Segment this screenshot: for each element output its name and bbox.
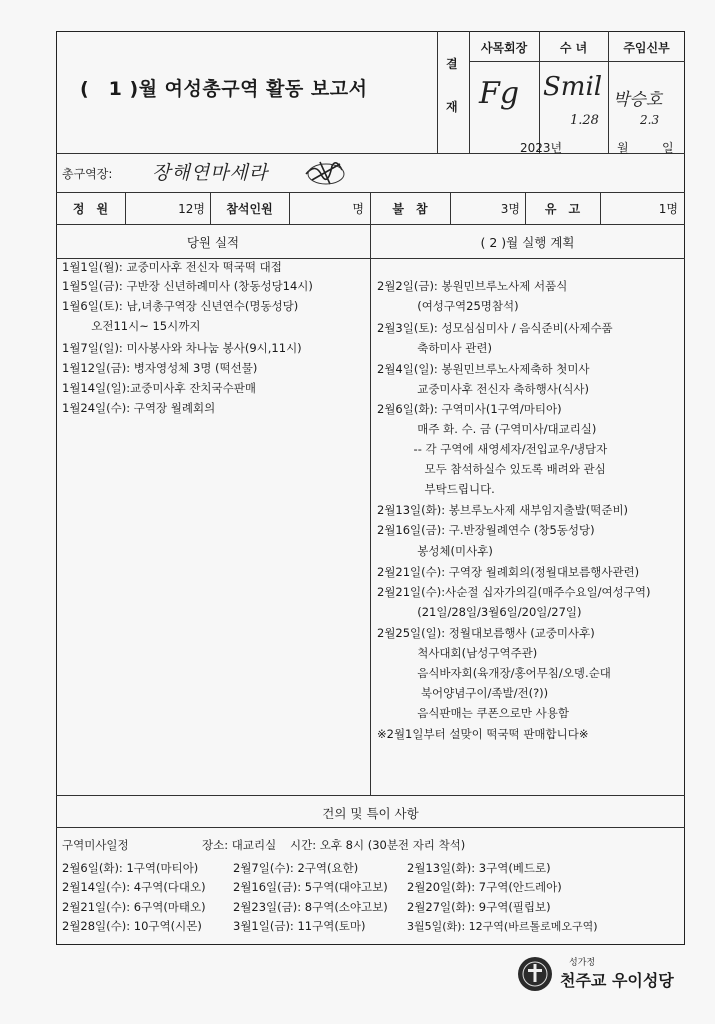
schedule-entry: 2월28일(수): 10구역(시몬) [62,919,202,933]
plan-item: 2월2일(금): 봉원민브루노사제 서품식 [377,279,568,293]
schedule-entry: 2월7일(수): 2구역(요한) [233,861,359,875]
members-value: 12명 [178,202,205,216]
approval-header: 주임신부 [623,41,670,55]
approval-header: 수 녀 [559,41,588,55]
plan-item: 2월16일(금): 구.반장월례연수 (창5동성당) [377,523,595,537]
excused-label: 유 고 [544,202,581,216]
members-label: 정 원 [72,202,109,216]
notes-header-line [56,827,685,828]
plan-item: 모두 참석하실수 있도록 배려와 관심 [377,462,606,476]
approval-border [469,61,685,62]
right-section-header: ( 2 )월 실행 계획 [480,235,575,250]
approval-border [437,31,438,153]
signature-sister: Smil [543,72,603,102]
plan-item: 북어양념구이/족발/전(?)) [377,686,549,700]
leader-signature-mark [302,156,350,188]
plan-item: 봉성체(미사후) [377,544,493,558]
absent-label: 불 참 [392,202,428,216]
plan-item: 교중미사후 전신자 축하행사(식사) [377,382,590,396]
signature-sister-date: 1.28 [570,113,599,128]
plan-item: (여성구역25명참석) [377,299,519,313]
header-bottom-line [56,153,685,154]
plan-item: 2월4일(일): 봉원민브루노사제축하 첫미사 [377,362,590,376]
footer-parish-name: 천주교 우이성당 [560,971,674,990]
footer-small-label: 성가정 [569,958,596,968]
activity-item: 1월7일(일): 미사봉사와 차나눔 봉사(9시,11시) [62,341,302,355]
parish-emblem-icon [516,955,554,993]
activity-item: 1월12일(금): 병자영성체 3명 (떡선물) [62,361,258,375]
leader-label: 총구역장: [62,167,113,181]
report-day: 일 [662,141,674,155]
notes-top-line [56,795,685,796]
plan-item: -- 각 구역에 새영세자/전입교우/냉담자 [377,442,608,456]
report-title: ( 1 )월 여성총구역 활동 보고서 [80,78,368,100]
absent-value: 3명 [500,202,520,216]
schedule-entry: 2월14일(수): 4구역(다대오) [62,880,206,894]
approval-label-top: 결 [446,57,458,71]
plan-item: 음식판매는 쿠폰으로만 사용함 [377,706,569,720]
report-month: 월 [617,141,629,155]
schedule-entry: 2월20일(화): 7구역(안드레아) [407,880,562,894]
plan-item: 부탁드립니다. [377,482,495,496]
column-divider [370,224,371,795]
plan-item: 2월21일(수): 구역장 월례회의(정월대보름행사관련) [377,565,640,579]
activity-item: 1월5일(금): 구반장 신년하례미사 (창동성당14시) [62,279,313,293]
report-year: 2023년 [520,141,563,155]
signature-pastor: 박승호 [613,90,663,110]
schedule-entry: 2월6일(화): 1구역(마티아) [62,861,199,875]
schedule-entry: 2월23일(금): 8구역(소야고보) [233,900,388,914]
schedule-title: 구역미사일정 [62,838,129,852]
schedule-entry: 3월1일(금): 11구역(토마) [233,919,366,933]
plan-item: 척사대회(남성구역주관) [377,646,538,660]
schedule-time: 시간: 오후 8시 (30분전 자리 착석) [290,838,466,852]
signature-pastor-date: 2.3 [640,113,660,127]
activity-item: 1월14일(일):교중미사후 잔치국수판매 [62,381,256,395]
schedule-entry: 2월21일(수): 6구역(마태오) [62,900,206,914]
signature-parish-president: Fg [479,76,520,111]
plan-item: 2월3일(토): 성모심심미사 / 음식준비(사제수품 [377,321,613,335]
attend-label: 참석인원 [226,202,273,216]
plan-item: (21일/28일/3월6일/20일/27일) [377,605,582,619]
activity-item: 1월1일(월): 교중미사후 전신자 떡국떡 대접 [62,260,282,274]
schedule-entry: 2월16일(금): 5구역(대야고보) [233,880,388,894]
approval-label-bottom: 재 [446,100,458,114]
schedule-entry: 2월27일(화): 9구역(필립보) [407,900,551,914]
plan-notice: ※2월1일부터 설맞이 떡국떡 판매합니다※ [377,727,589,741]
activity-item: 오전11시~ 15시까지 [62,319,201,333]
plan-item: 2월21일(수):사순절 십자가의길(매주수요일/여성구역) [377,585,651,599]
leader-name: 장해연마세라 [152,162,269,184]
approval-header: 사목회장 [480,41,528,55]
plan-item: 음식바자회(육개장/홍어무침/오뎅.순대 [377,666,611,680]
plan-item: 2월25일(일): 정월대보름행사 (교중미사후) [377,626,595,640]
schedule-entry: 2월13일(화): 3구역(베드로) [407,861,551,875]
activity-item: 1월6일(토): 남,녀총구역장 신년연수(명동성당) [62,299,299,313]
plan-item: 2월13일(화): 봉브루노사제 새부임지출발(떡준비) [377,503,629,517]
excused-value: 1명 [658,202,678,216]
plan-item: 2월6일(화): 구역미사(1구역/마티아) [377,402,562,416]
activity-item: 1월24일(수): 구역장 월례회의 [62,401,216,415]
notes-header: 건의 및 특이 사항 [322,806,419,821]
attend-value: 명 [352,202,364,216]
plan-item: 매주 화. 수. 금 (구역미사/대교리실) [377,422,597,436]
schedule-entry: 3월5일(화): 12구역(바르톨로메오구역) [407,920,598,933]
schedule-place: 장소: 대교리실 [202,838,277,852]
left-section-header: 당원 실적 [186,235,240,250]
plan-item: 축하미사 관련) [377,341,493,355]
